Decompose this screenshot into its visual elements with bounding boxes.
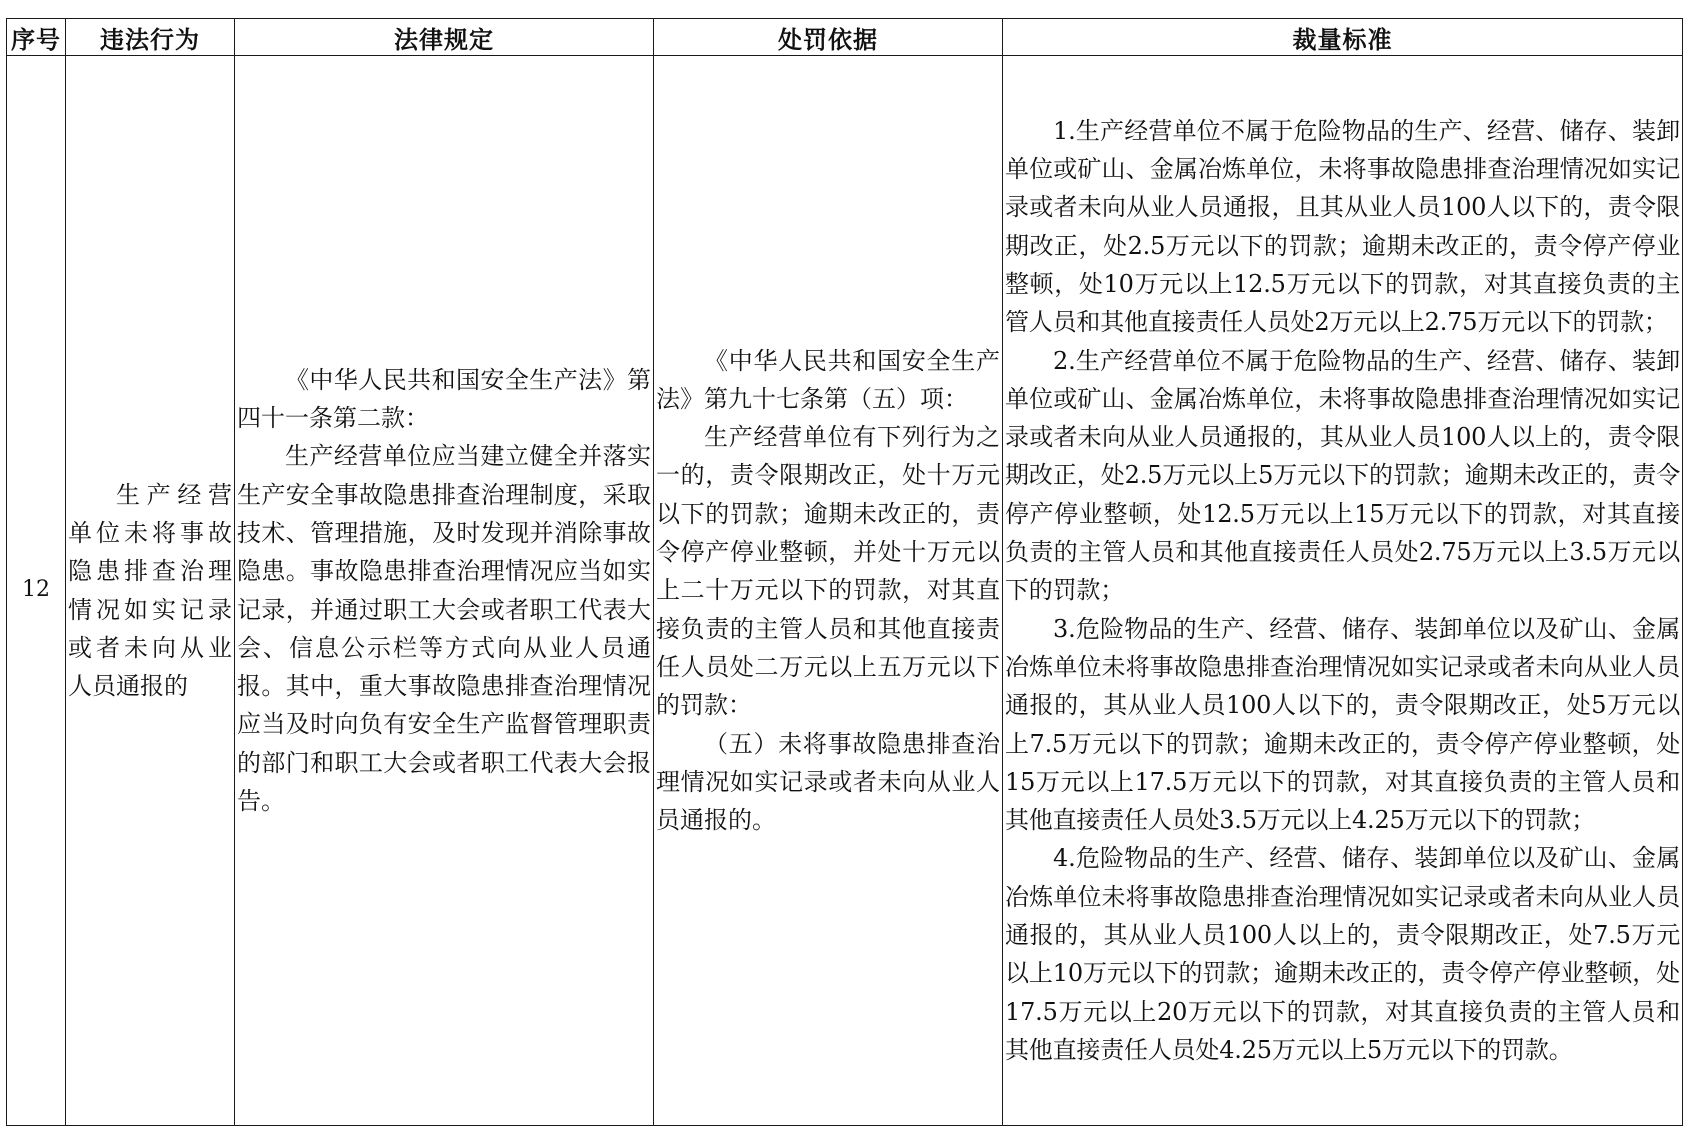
standard-paragraph: 2.生产经营单位不属于危险物品的生产、经营、储存、装卸单位或矿山、金属冶炼单位，未将事故隐患排查治理情况如实记录或者未向从业人员通报的，其从业人员100人以上的，责令限期改正，处2.5万元以上5万元以下的罚款；逾期未改正的，责令停产停业整顿，处12.5万元以上15万元以下的罚款，对其直接负责的主管人员和其他直接责任人员处2.75万元以上3.5万元以下的罚款； bbox=[1005, 346, 1680, 605]
law-paragraph: 《中华人民共和国安全生产法》第四十一条第二款： bbox=[237, 365, 651, 433]
header-standard: 裁量标准 bbox=[1003, 19, 1683, 56]
header-seq: 序号 bbox=[7, 19, 66, 56]
header-basis: 处罚依据 bbox=[654, 19, 1003, 56]
basis-paragraph: 《中华人民共和国安全生产法》第九十七条第（五）项： bbox=[656, 346, 1000, 413]
law-paragraph: 生产经营单位应当建立健全并落实生产安全事故隐患排查治理制度，采取技术、管理措施，及时发现并消除事故隐患。事故隐患排查治理情况应当如实记录，并通过职工大会或者职工代表大会、信息公示栏等方式向从业人员通报。其中，重大事故隐患排查治理情况应当及时向负有安全生产监督管理职责的部门和职工大会或者职工代表大会报告。 bbox=[237, 442, 651, 815]
basis-paragraph: 生产经营单位有下列行为之一的，责令限期改正，处十万元以下的罚款；逾期未改正的，责令停产停业整顿，并处十万元以上二十万元以下的罚款，对其直接负责的主管人员和其他直接责任人员处二万元以上五万元以下的罚款： bbox=[656, 423, 1000, 720]
table-row bbox=[7, 56, 1683, 1126]
header-law: 法律规定 bbox=[235, 19, 654, 56]
basis-paragraph: （五）未将事故隐患排查治理情况如实记录或者未向从业人员通报的。 bbox=[656, 729, 1000, 835]
penalty-discretion-table bbox=[6, 18, 1683, 1126]
row-basis-cell bbox=[654, 56, 1003, 1126]
standard-paragraph: 3.危险物品的生产、经营、储存、装卸单位以及矿山、金属冶炼单位未将事故隐患排查治理情况如实记录或者未向从业人员通报的，其从业人员100人以下的，责令限期改正，处5万元以上7.5万元以下的罚款；逾期未改正的，责令停产停业整顿，处15万元以上17.5万元以下的罚款，对其直接负责的主管人员和其他直接责任人员处3.5万元以上4.25万元以下的罚款； bbox=[1005, 614, 1680, 835]
standard-paragraph: 1.生产经营单位不属于危险物品的生产、经营、储存、装卸单位或矿山、金属冶炼单位，未将事故隐患排查治理情况如实记录或者未向从业人员通报，且其从业人员100人以下的，责令限期改正，处2.5万元以下的罚款；逾期未改正的，责令停产停业整顿，处10万元以上12.5万元以下的罚款，对其直接负责的主管人员和其他直接责任人员处2万元以上2.75万元以下的罚款； bbox=[1005, 116, 1680, 337]
row-standard-cell bbox=[1003, 56, 1683, 1126]
row-seq: 12 bbox=[7, 56, 66, 1126]
row-law-cell bbox=[235, 56, 654, 1126]
behavior-text: 生产经营单位未将事故隐患排查治理情况如实记录或者未向从业人员通报的 bbox=[68, 480, 232, 701]
table-header-row bbox=[7, 19, 1683, 56]
header-behavior: 违法行为 bbox=[66, 19, 235, 56]
row-behavior-cell bbox=[66, 56, 235, 1126]
standard-paragraph: 4.危险物品的生产、经营、储存、装卸单位以及矿山、金属冶炼单位未将事故隐患排查治理情况如实记录或者未向从业人员通报的，其从业人员100人以上的，责令限期改正，处7.5万元以上10万元以下的罚款；逾期未改正的，责令停产停业整顿，处17.5万元以上20万元以下的罚款，对其直接负责的主管人员和其他直接责任人员处4.25万元以上5万元以下的罚款。 bbox=[1005, 844, 1680, 1064]
